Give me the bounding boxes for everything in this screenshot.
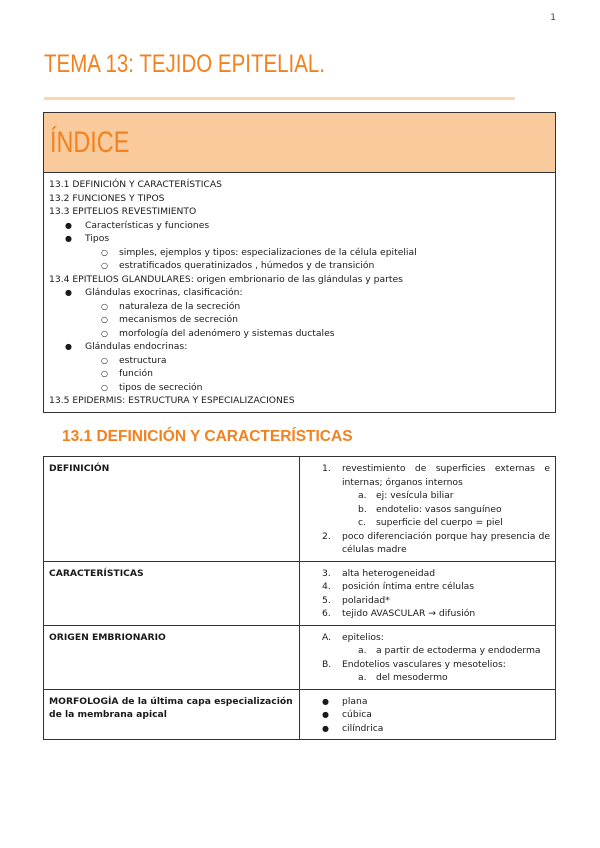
list-item-text: a partir de ectoderma y endoderma: [376, 645, 541, 656]
row-content: [300, 561, 556, 625]
list-marker: a.: [358, 672, 367, 683]
bullet-dot-icon: ●: [322, 696, 329, 706]
list-item-text: endotelio: vasos sanguíneo: [376, 503, 502, 515]
list-item-text: cilíndrica: [342, 722, 384, 734]
table-row: [44, 625, 556, 689]
index-box: [43, 112, 556, 413]
bullet-dot-icon: ●: [322, 723, 329, 733]
index-item-text: 13.5 EPIDERMIS: ESTRUCTURA Y ESPECIALIZACIONES: [49, 395, 295, 406]
index-item: [49, 381, 555, 395]
table-row: [44, 561, 556, 625]
list-item: [306, 516, 550, 530]
list-item: [306, 658, 550, 672]
list-item-text: epitelios:: [342, 631, 384, 643]
list-item: [306, 594, 550, 608]
list-item: [306, 567, 550, 581]
index-item-text: 13.2 FUNCIONES Y TIPOS: [49, 192, 165, 204]
index-item-text: estructura: [119, 354, 167, 366]
list-marker: a.: [358, 645, 367, 656]
list-marker: 6.: [322, 608, 331, 619]
index-item-text: mecanismos de secreción: [119, 314, 238, 325]
title-underline: [44, 97, 515, 100]
page-number: 1: [550, 13, 556, 23]
list-marker: B.: [322, 658, 332, 670]
list-item: [306, 489, 550, 503]
list-item: [306, 503, 550, 517]
list-item: [306, 671, 550, 685]
row-label: [44, 689, 300, 740]
list-item-text: Endotelios vasculares y mesotelios:: [342, 658, 506, 670]
list-marker: c.: [358, 517, 366, 528]
list-item-text: revestimiento de superficies externas e internas; órganos internos: [342, 463, 550, 488]
index-item: [49, 354, 555, 368]
list-item-text: alta heterogeneidad: [342, 567, 436, 579]
bullet-dot-icon: ●: [65, 234, 72, 243]
row-label: CARACTERÍSTICAS: [44, 561, 300, 625]
index-item: [49, 205, 555, 219]
index-item: [49, 259, 555, 273]
list-item-text: poco diferenciación porque hay presencia de células madre: [342, 530, 550, 555]
row-label: ORIGEN EMBRIONARIO: [44, 625, 300, 689]
index-item: [49, 327, 555, 341]
index-item-text: 13.3 EPITELIOS REVESTIMIENTO: [49, 206, 197, 217]
index-item-text: tipos de secreción: [119, 381, 203, 393]
bullet-circle-icon: ○: [101, 261, 108, 270]
bullet-dot-icon: ●: [65, 220, 72, 230]
row-label-text: MORFOLOGÍA de la última capa especialización de la membrana apical: [49, 695, 293, 720]
list-marker: 3.: [322, 567, 331, 579]
row-content: [300, 625, 556, 689]
section-title: 13.1 DEFINICIÓN Y CARACTERÍSTICAS: [62, 428, 353, 445]
index-item: [49, 394, 555, 408]
list-item: [306, 722, 550, 736]
list-item-text: tejido AVASCULAR → difusión: [342, 608, 476, 619]
list-item-text: polaridad*: [342, 594, 390, 606]
list-item: [306, 631, 550, 645]
index-item: [49, 178, 555, 192]
index-item-text: 13.1 DEFINICIÓN Y CARACTERÍSTICAS: [49, 179, 222, 190]
index-item: [49, 192, 555, 206]
list-item-text: plana: [342, 695, 368, 707]
index-header: [44, 113, 555, 173]
index-item: [49, 340, 555, 354]
index-item: [49, 313, 555, 327]
page-title: TEMA 13: TEJIDO EPITELIAL.: [44, 50, 326, 78]
index-item-text: naturaleza de la secreción: [119, 300, 241, 312]
bullet-circle-icon: ○: [101, 328, 108, 338]
row-content: [300, 457, 556, 562]
list-item: [306, 530, 550, 557]
list-marker: b.: [358, 503, 367, 515]
list-item-text: cúbica: [342, 709, 372, 720]
index-item: [49, 219, 555, 233]
bullet-circle-icon: ○: [101, 247, 108, 257]
index-list: [44, 173, 555, 408]
list-item: [306, 708, 550, 722]
list-item: [306, 644, 550, 658]
definition-table: [43, 456, 556, 740]
list-marker: 2.: [322, 530, 331, 542]
index-item: [49, 300, 555, 314]
index-item-text: Glándulas exocrinas, clasificación:: [85, 287, 243, 298]
table-row: [44, 457, 556, 562]
bullet-circle-icon: ○: [101, 355, 108, 365]
index-item: [49, 367, 555, 381]
index-item-text: Características y funciones: [85, 219, 210, 231]
list-item-text: posición íntima entre células: [342, 581, 475, 592]
index-heading: ÍNDICE: [50, 126, 130, 159]
index-item-text: estratificados queratinizados , húmedos y de transición: [119, 260, 375, 271]
index-item-text: función: [119, 368, 153, 379]
list-marker: A.: [322, 631, 332, 643]
index-item: [49, 273, 555, 287]
table-row: [44, 689, 556, 740]
index-item: [49, 232, 555, 246]
bullet-circle-icon: ○: [101, 369, 108, 378]
index-item-text: morfología del adenómero y sistemas ductales: [119, 327, 335, 339]
index-item-text: Glándulas endocrinas:: [85, 341, 188, 352]
index-item-text: Tipos: [85, 233, 110, 244]
row-content: [300, 689, 556, 740]
list-item: [306, 580, 550, 594]
bullet-circle-icon: ○: [101, 382, 108, 392]
bullet-circle-icon: ○: [101, 315, 108, 324]
list-item-text: ej: vesícula biliar: [376, 490, 454, 501]
list-marker: 4.: [322, 581, 331, 592]
list-marker: 1.: [322, 463, 331, 474]
row-label: DEFINICIÓN: [44, 457, 300, 562]
index-item-text: simples, ejemplos y tipos: especializaciones de la célula epitelial: [119, 246, 417, 258]
index-item: [49, 286, 555, 300]
bullet-circle-icon: ○: [101, 301, 108, 311]
bullet-dot-icon: ●: [65, 288, 72, 297]
list-marker: 5.: [322, 594, 331, 606]
index-item: [49, 246, 555, 260]
index-item-text: 13.4 EPITELIOS GLANDULARES: origen embrionario de las glándulas y partes: [49, 273, 403, 285]
bullet-dot-icon: ●: [65, 342, 72, 351]
bullet-dot-icon: ●: [322, 710, 329, 719]
list-item-text: superficie del cuerpo = piel: [376, 517, 503, 528]
list-item: [306, 607, 550, 621]
list-item: [306, 695, 550, 709]
list-marker: a.: [358, 490, 367, 501]
list-item-text: del mesodermo: [376, 672, 448, 683]
list-item: [306, 462, 550, 489]
